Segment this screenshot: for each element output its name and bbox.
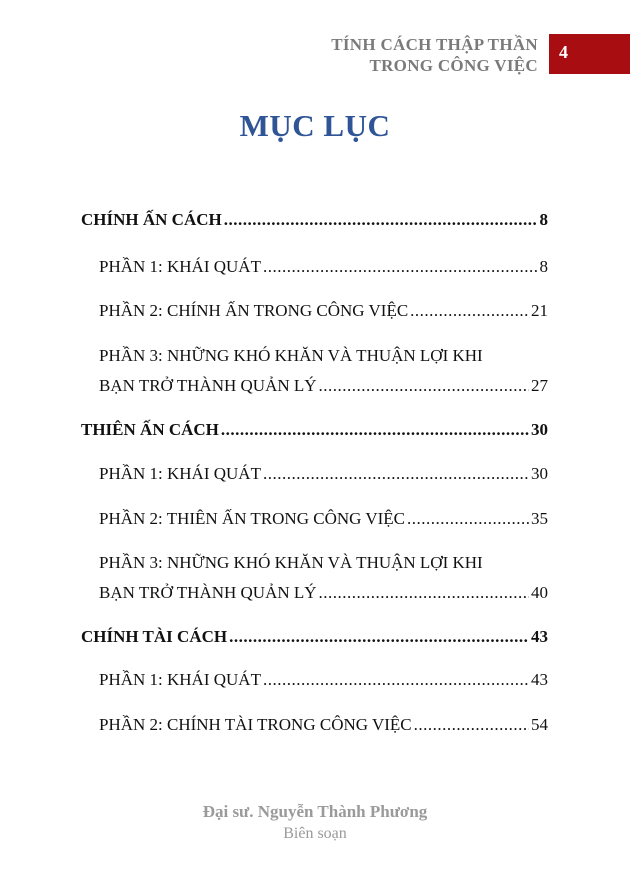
toc-entry-title: PHẦN 2: THIÊN ẤN TRONG CÔNG VIỆC [99, 509, 406, 528]
running-header [331, 34, 538, 76]
toc-page-number: 30 [531, 420, 548, 439]
toc-leader-dots [263, 256, 538, 278]
toc-entry-title-line: PHẦN 3: NHỮNG KHÓ KHĂN VÀ THUẬN LỢI KHI [99, 553, 483, 572]
toc-leader-dots [221, 419, 529, 441]
toc-page-number: 40 [531, 583, 548, 602]
toc-page-number: 43 [531, 670, 548, 689]
toc-entry-title: THIÊN ẤN CÁCH [81, 420, 219, 439]
toc-leader-dots [263, 669, 529, 691]
toc-entry-title: PHẦN 1: KHÁI QUÁT [99, 464, 261, 483]
toc-leader-dots [319, 375, 529, 397]
page-number-box [549, 34, 630, 74]
page-title: MỤC LỤC [239, 108, 391, 143]
header-line-1: TÍNH CÁCH THẬP THẦN [331, 35, 538, 54]
toc-page-number: 27 [531, 376, 548, 395]
toc-leader-dots [414, 714, 529, 736]
footer-role: Biên soạn [283, 825, 347, 842]
toc-entry-title: CHÍNH ẤN CÁCH [81, 210, 222, 229]
page-number: 4 [559, 42, 568, 62]
toc-leader-dots [319, 582, 529, 604]
header-line-2: TRONG CÔNG VIỆC [369, 56, 538, 75]
toc-entry-title: PHẦN 2: CHÍNH ẤN TRONG CÔNG VIỆC [99, 301, 409, 320]
toc-entry-title: BẠN TRỞ THÀNH QUẢN LÝ [99, 376, 317, 395]
toc-page-number: 8 [539, 210, 548, 229]
toc-leader-dots [407, 508, 529, 530]
toc-leader-dots [229, 626, 529, 648]
toc-page-number: 54 [531, 715, 548, 734]
toc-entry-title-line: PHẦN 3: NHỮNG KHÓ KHĂN VÀ THUẬN LỢI KHI [99, 346, 483, 365]
toc-entry-title: PHẦN 2: CHÍNH TÀI TRONG CÔNG VIỆC [99, 715, 412, 734]
toc-entry-title: CHÍNH TÀI CÁCH [81, 627, 228, 646]
toc-entry-title: BẠN TRỞ THÀNH QUẢN LÝ [99, 583, 317, 602]
toc-leader-dots [410, 300, 529, 322]
toc-page-number: 8 [539, 257, 548, 276]
toc-page-number: 21 [531, 301, 548, 320]
toc-entry-title: PHẦN 1: KHÁI QUÁT [99, 670, 261, 689]
toc-leader-dots [263, 463, 529, 485]
toc-entry-title: PHẦN 1: KHÁI QUÁT [99, 257, 261, 276]
toc-page-number: 30 [531, 464, 548, 483]
footer [0, 801, 630, 845]
toc-page-number: 43 [531, 627, 548, 646]
footer-author: Đại sư. Nguyễn Thành Phương [202, 802, 428, 821]
toc-leader-dots [224, 209, 538, 231]
toc-page-number: 35 [531, 509, 548, 528]
